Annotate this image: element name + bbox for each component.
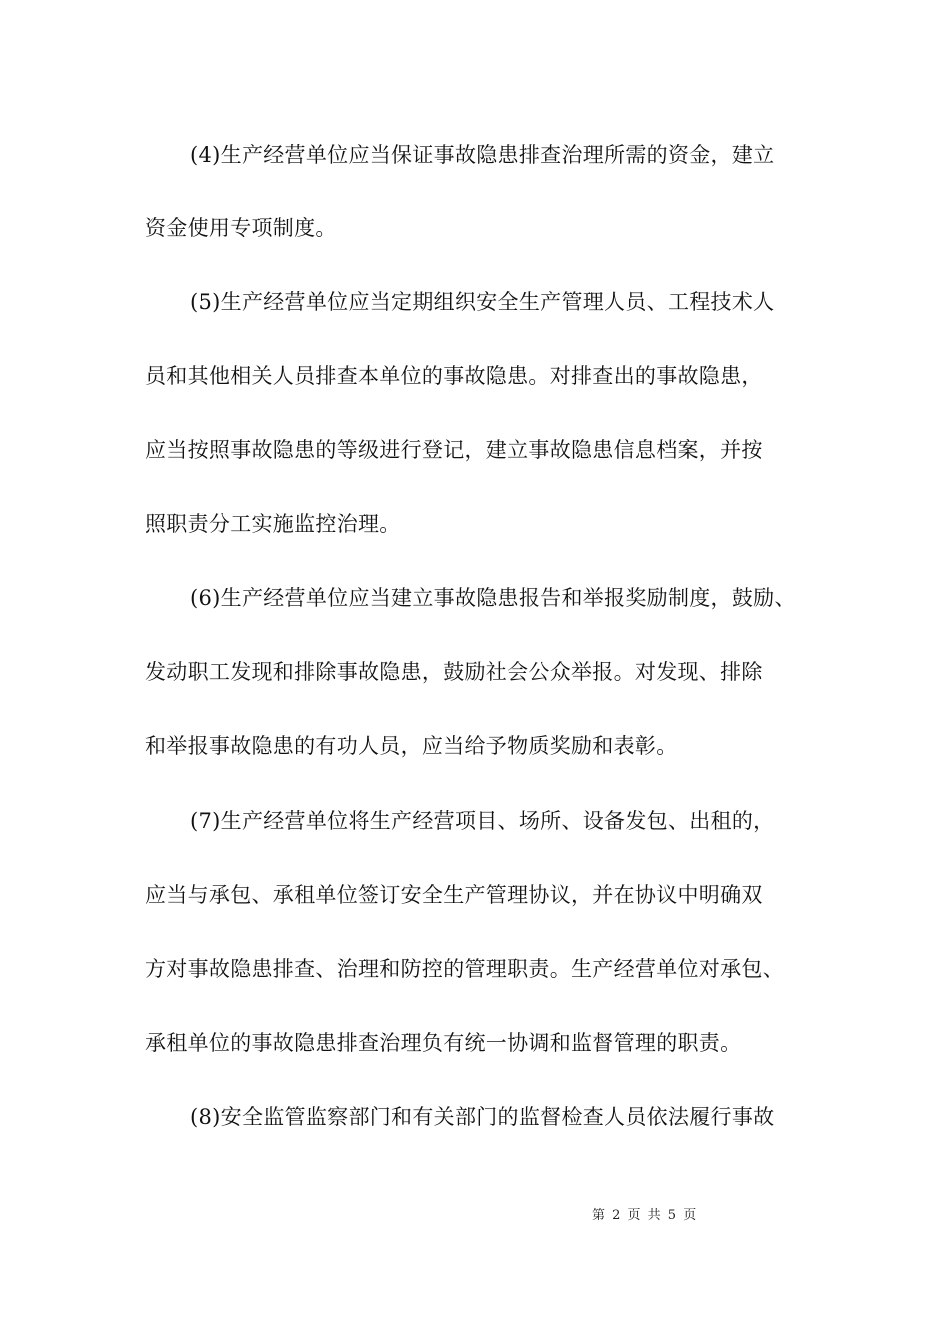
paragraph-6-line-1: (6)生产经营单位应当建立事故隐患报告和举报奖励制度，鼓励、 [190,586,796,610]
paragraph-6-line-2: 发动职工发现和排除事故隐患，鼓励社会公众举报。对发现、排除 [145,660,763,684]
paragraph-7-line-3: 方对事故隐患排查、治理和防控的管理职责。生产经营单位对承包、 [145,957,784,981]
paragraph-7-line-2: 应当与承包、承租单位签订安全生产管理协议，并在协议中明确双 [145,883,763,907]
paragraph-5-line-1: (5)生产经营单位应当定期组织安全生产管理人员、工程技术人 [190,290,775,314]
paragraph-5-line-3: 应当按照事故隐患的等级进行登记，建立事故隐患信息档案，并按 [145,438,763,462]
paragraph-6-line-3: 和举报事故隐患的有功人员，应当给予物质奖励和表彰。 [145,734,678,758]
paragraph-7-line-4: 承租单位的事故隐患排查治理负有统一协调和监督管理的职责。 [145,1031,742,1055]
paragraph-4-line-2: 资金使用专项制度。 [145,216,337,240]
paragraph-7-line-1: (7)生产经营单位将生产经营项目、场所、设备发包、出租的， [190,809,775,833]
paragraph-8-line-1: (8)安全监管监察部门和有关部门的监督检查人员依法履行事故 [190,1105,775,1129]
paragraph-5-line-4: 照职责分工实施监控治理。 [145,512,401,536]
paragraph-5-line-2: 员和其他相关人员排查本单位的事故隐患。对排查出的事故隐患， [145,364,763,388]
page-number: 第 2 页 共 5 页 [592,1208,697,1223]
paragraph-4-line-1: (4)生产经营单位应当保证事故隐患排查治理所需的资金，建立 [190,143,775,167]
